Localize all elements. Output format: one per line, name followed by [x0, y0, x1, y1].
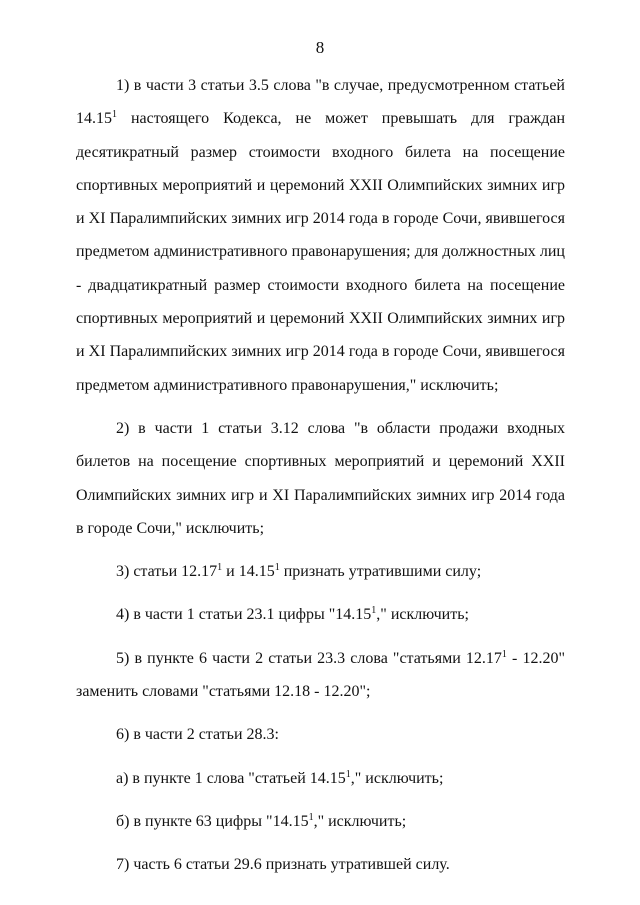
paragraph-5 — [76, 642, 565, 709]
paragraph-3-text-a: 3) статьи 12.17 — [116, 563, 218, 581]
paragraph-4-text-b: ," исключить; — [376, 606, 469, 624]
paragraph-1-text-b: настоящего Кодекса, не может превышать для граждан десятикратный размер стоимости входного билета на посещение спортивных мероприятий и церемоний XXII Олимпийских зимних игр и XI Паралимпийских зимних игр 2014 года в городе Сочи, явившегося предметом административного правонарушения; для должностных лиц - двадцатикратный размер стоимости входного билета на посещение спортивных мероприятий и церемоний XXII Олимпийских зимних игр и XI Паралимпийских зимних игр 2014 года в городе Сочи, явившегося предметом административного правонарушения," исключить; — [76, 110, 565, 394]
paragraph-1-text-a: 1) в части 3 статьи 3.5 слова "в случае, предусмотренном статьей 14.15 — [76, 77, 565, 128]
superscript: 1 — [308, 811, 314, 823]
paragraph-5-text-b: - 12.20" заменить словами "статьями 12.18 - 12.20"; — [76, 649, 566, 701]
paragraph-3-text-b: и 14.15 — [222, 563, 275, 581]
paragraph-6a-text-a: а) в пункте 1 слова "статьей 14.15 — [116, 769, 346, 787]
document-body — [76, 69, 565, 882]
paragraph-5-text-a: 5) в пункте 6 части 2 статьи 23.3 слова "статьями 12.17 — [116, 649, 502, 667]
paragraph-4-text-a: 4) в части 1 статьи 23.1 цифры "14.15 — [116, 606, 372, 624]
superscript: 1 — [274, 562, 280, 574]
superscript: 1 — [345, 768, 351, 780]
paragraph-7: 7) часть 6 статьи 29.6 признать утратившей силу. — [116, 856, 450, 874]
superscript: 1 — [501, 648, 507, 660]
paragraph-4 — [76, 598, 565, 631]
paragraph-6a-text-b: ," исключить; — [350, 769, 444, 787]
paragraph-6a — [76, 762, 565, 795]
paragraph-6b-text-a: б) в пункте 63 цифры "14.15 — [116, 812, 309, 830]
paragraph-1 — [76, 69, 565, 402]
superscript: 1 — [112, 109, 117, 121]
paragraph-3 — [76, 555, 565, 588]
paragraph-3-text-c: признать утратившими силу; — [279, 563, 482, 581]
paragraph-6b — [76, 805, 565, 838]
superscript: 1 — [371, 605, 377, 617]
paragraph-6b-text-b: ," исключить; — [313, 812, 407, 830]
page-number: 8 — [315, 38, 325, 57]
paragraph-2: 2) в части 1 статьи 3.12 слова "в области продажи входных билетов на посещение спортивных мероприятий и церемоний XXII Олимпийских зимних игр и XI Паралимпийских зимних игр 2014 года в городе Сочи," исключить; — [76, 419, 565, 537]
paragraph-6: 6) в части 2 статьи 28.3: — [116, 726, 279, 744]
superscript: 1 — [217, 562, 223, 574]
